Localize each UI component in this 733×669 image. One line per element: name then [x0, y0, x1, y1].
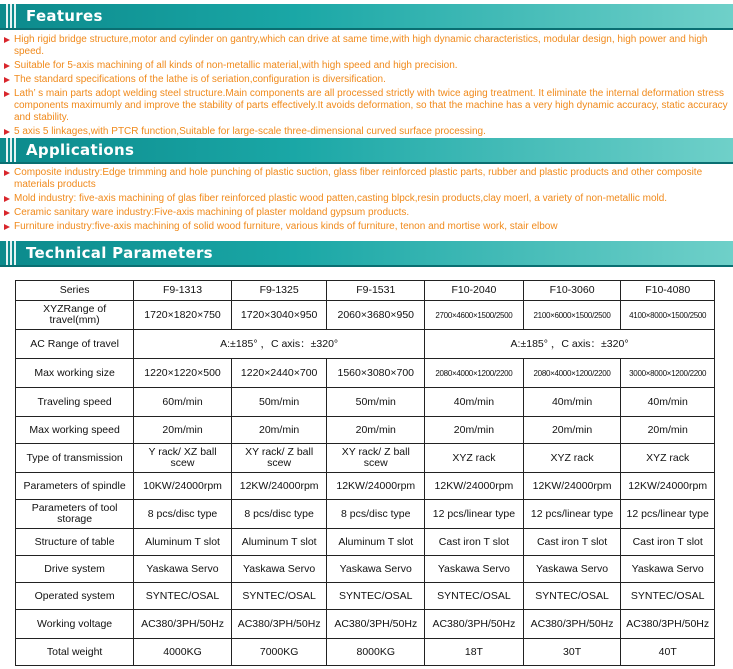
- table-cell: 12 pcs/linear type: [523, 500, 621, 529]
- arrow-bullet-icon: [4, 91, 10, 97]
- applications-header: [0, 138, 733, 164]
- row-label: Drive system: [16, 556, 134, 583]
- table-header-cell: F9-1531: [327, 281, 425, 301]
- table-cell: 10KW/24000rpm: [134, 473, 232, 500]
- features-header: [0, 4, 733, 30]
- table-cell: Yaskawa Servo: [621, 556, 715, 583]
- table-cell: A:±185° ，C axis：±320°: [425, 330, 715, 359]
- row-label: Parameters of spindle: [16, 473, 134, 500]
- table-cell: 20m/min: [231, 417, 327, 444]
- table-row: [16, 583, 715, 610]
- table-cell: 1720×1820×750: [134, 301, 232, 330]
- table-row: [16, 639, 715, 666]
- table-cell: Y rack/ XZ ball scew: [134, 444, 232, 473]
- row-label: XYZRange of travel(mm): [16, 301, 134, 330]
- table-cell: 40m/min: [425, 388, 524, 417]
- table-cell: XYZ rack: [523, 444, 621, 473]
- table-cell: 8 pcs/disc type: [231, 500, 327, 529]
- table-cell: SYNTEC/OSAL: [621, 583, 715, 610]
- table-header-cell: F9-1313: [134, 281, 232, 301]
- table-row: [16, 417, 715, 444]
- table-cell: 20m/min: [425, 417, 524, 444]
- table-row: [16, 444, 715, 473]
- table-row: [16, 301, 715, 330]
- table-cell: 7000KG: [231, 639, 327, 666]
- stripes-icon: [6, 241, 16, 265]
- table-header-cell: F10-4080: [621, 281, 715, 301]
- table-cell: 2100×6000×1500/2500: [523, 301, 621, 330]
- table-cell: 40T: [621, 639, 715, 666]
- table-row: [16, 359, 715, 388]
- table-cell: 30T: [523, 639, 621, 666]
- table-cell: Cast iron T slot: [425, 529, 524, 556]
- applications-title: Applications: [26, 141, 135, 159]
- table-row: [16, 388, 715, 417]
- table-row: [16, 529, 715, 556]
- table-cell: XY rack/ Z ball scew: [327, 444, 425, 473]
- row-label: AC Range of travel: [16, 330, 134, 359]
- table-cell: Yaskawa Servo: [134, 556, 232, 583]
- table-cell: XYZ rack: [425, 444, 524, 473]
- list-item: Furniture industry:five-axis machining of solid wood furniture, various kinds of furniture, tenon and mortise work, stair elbow: [4, 221, 729, 233]
- table-cell: XYZ rack: [621, 444, 715, 473]
- table-cell: 8000KG: [327, 639, 425, 666]
- arrow-bullet-icon: [4, 129, 10, 135]
- table-cell: 60m/min: [134, 388, 232, 417]
- table-row: [16, 610, 715, 639]
- list-item: Mold industry: five-axis machining of glas fiber reinforced plastic wood patten,casting blpck,resin products,clay moerl, a variety of non-metallic mold.: [4, 193, 729, 205]
- table-cell: SYNTEC/OSAL: [231, 583, 327, 610]
- table-cell: 1220×1220×500: [134, 359, 232, 388]
- list-item: Composite industry:Edge trimming and hole punching of plastic suction, glass fiber reinforced plastic parts, rubber and plastic products and other composite materials products: [4, 167, 729, 191]
- arrow-bullet-icon: [4, 210, 10, 216]
- arrow-bullet-icon: [4, 196, 10, 202]
- table-cell: 20m/min: [134, 417, 232, 444]
- row-label: Type of transmission: [16, 444, 134, 473]
- table-cell: 1220×2440×700: [231, 359, 327, 388]
- table-cell: Cast iron T slot: [621, 529, 715, 556]
- table-cell: 3000×8000×1200/2200: [621, 359, 715, 388]
- table-row: [16, 556, 715, 583]
- arrow-bullet-icon: [4, 224, 10, 230]
- table-cell: 12KW/24000rpm: [621, 473, 715, 500]
- row-label: Operated system: [16, 583, 134, 610]
- table-cell: 20m/min: [621, 417, 715, 444]
- stripes-icon: [6, 138, 16, 162]
- table-cell: Aluminum T slot: [134, 529, 232, 556]
- table-cell: Cast iron T slot: [523, 529, 621, 556]
- row-label: Structure of table: [16, 529, 134, 556]
- table-cell: 40m/min: [621, 388, 715, 417]
- table-cell: 1720×3040×950: [231, 301, 327, 330]
- table-cell: 12 pcs/linear type: [621, 500, 715, 529]
- table-cell: 40m/min: [523, 388, 621, 417]
- table-cell: 2060×3680×950: [327, 301, 425, 330]
- table-cell: Yaskawa Servo: [425, 556, 524, 583]
- features-list: [4, 34, 729, 140]
- table-cell: 2080×4000×1200/2200: [523, 359, 621, 388]
- table-cell: 4100×8000×1500/2500: [621, 301, 715, 330]
- table-cell: 2700×4600×1500/2500: [425, 301, 524, 330]
- table-cell: A:±185° ，C axis：±320°: [134, 330, 425, 359]
- list-item: Suitable for 5-axis machining of all kinds of non-metallic material,with high speed and high precision.: [4, 60, 729, 72]
- list-item: Ceramic sanitary ware industry:Five-axis machining of plaster moldand gypsum products.: [4, 207, 729, 219]
- stripes-icon: [6, 4, 16, 28]
- table-row: [16, 330, 715, 359]
- technical-header: [0, 241, 733, 267]
- list-item: The standard specifications of the lathe is of seriation,configuration is diversification.: [4, 74, 729, 86]
- table-cell: 18T: [425, 639, 524, 666]
- table-cell: AC380/3PH/50Hz: [327, 610, 425, 639]
- list-item: 5 axis 5 linkages,with PTCR function,Suitable for large-scale three-dimensional curved surface processing.: [4, 126, 729, 138]
- table-cell: SYNTEC/OSAL: [523, 583, 621, 610]
- table-cell: Yaskawa Servo: [231, 556, 327, 583]
- table-cell: SYNTEC/OSAL: [425, 583, 524, 610]
- features-title: Features: [26, 7, 103, 25]
- row-label: Max working speed: [16, 417, 134, 444]
- table-row: [16, 500, 715, 529]
- table-cell: AC380/3PH/50Hz: [621, 610, 715, 639]
- table-cell: 20m/min: [523, 417, 621, 444]
- table-cell: 4000KG: [134, 639, 232, 666]
- table-header-cell: F9-1325: [231, 281, 327, 301]
- table-cell: AC380/3PH/50Hz: [134, 610, 232, 639]
- list-item: Lath’ s main parts adopt welding steel structure.Main components are all processed strictly with twice aging treatment. It eliminate the internal deformation stress components maximumly and improve the stability of parts effectively.It avoids deformation, so that the machine has a very high dynamic accuracy, static accuracy and stability.: [4, 88, 729, 124]
- table-cell: 8 pcs/disc type: [327, 500, 425, 529]
- table-header-cell: F10-3060: [523, 281, 621, 301]
- table-cell: 12KW/24000rpm: [231, 473, 327, 500]
- table-cell: 2080×4000×1200/2200: [425, 359, 524, 388]
- table-cell: 12KW/24000rpm: [523, 473, 621, 500]
- table-cell: Yaskawa Servo: [523, 556, 621, 583]
- table-cell: 12 pcs/linear type: [425, 500, 524, 529]
- arrow-bullet-icon: [4, 170, 10, 176]
- applications-list: [4, 167, 729, 235]
- technical-parameters-table: [15, 280, 715, 666]
- table-cell: XY rack/ Z ball scew: [231, 444, 327, 473]
- table-cell: SYNTEC/OSAL: [134, 583, 232, 610]
- table-cell: AC380/3PH/50Hz: [523, 610, 621, 639]
- table-row: [16, 473, 715, 500]
- technical-title: Technical Parameters: [26, 244, 213, 262]
- list-item: High rigid bridge structure,motor and cylinder on gantry,which can drive at same time,with high dynamic characteristics, modular design, high power and high speed.: [4, 34, 729, 58]
- arrow-bullet-icon: [4, 37, 10, 43]
- table-cell: Aluminum T slot: [327, 529, 425, 556]
- table-header-cell: Series: [16, 281, 134, 301]
- table-cell: AC380/3PH/50Hz: [425, 610, 524, 639]
- table-cell: 1560×3080×700: [327, 359, 425, 388]
- arrow-bullet-icon: [4, 77, 10, 83]
- table-cell: 12KW/24000rpm: [425, 473, 524, 500]
- row-label: Max working size: [16, 359, 134, 388]
- table-cell: 8 pcs/disc type: [134, 500, 232, 529]
- arrow-bullet-icon: [4, 63, 10, 69]
- row-label: Total weight: [16, 639, 134, 666]
- table-cell: 20m/min: [327, 417, 425, 444]
- table-cell: 50m/min: [327, 388, 425, 417]
- table-cell: AC380/3PH/50Hz: [231, 610, 327, 639]
- row-label: Traveling speed: [16, 388, 134, 417]
- table-cell: SYNTEC/OSAL: [327, 583, 425, 610]
- row-label: Working voltage: [16, 610, 134, 639]
- table-header-cell: F10-2040: [425, 281, 524, 301]
- row-label: Parameters of tool storage: [16, 500, 134, 529]
- table-cell: Aluminum T slot: [231, 529, 327, 556]
- table-cell: Yaskawa Servo: [327, 556, 425, 583]
- table-cell: 50m/min: [231, 388, 327, 417]
- table-cell: 12KW/24000rpm: [327, 473, 425, 500]
- table-header-row: [16, 281, 715, 301]
